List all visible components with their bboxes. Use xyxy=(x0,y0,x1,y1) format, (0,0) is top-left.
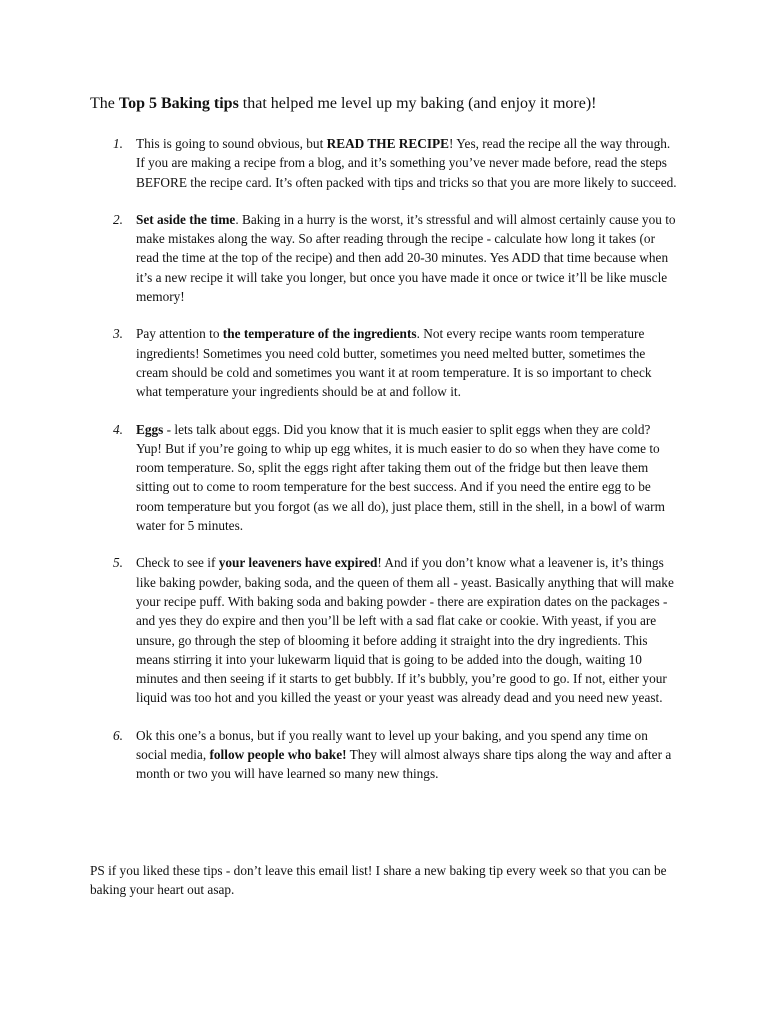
tip-emphasis: Eggs xyxy=(136,421,164,437)
tip-emphasis: follow people who bake! xyxy=(209,747,347,763)
tip-item-1 xyxy=(108,134,678,192)
tip-item-5 xyxy=(108,553,678,707)
tip-text-rest: . Baking in a hurry is the worst, it’s stressful and will almost certainly cause you to make mistakes along the way. So after reading through the recipe - calculate how long it takes (or read the time at the top of the recipe) and then add 20-30 minutes. Yes ADD that time because when it’s a new recipe it will take you longer, but once you have made it once or twice it’ll be like muscle memory! xyxy=(136,211,676,305)
tip-item-3 xyxy=(108,324,678,401)
title-emphasis: Top 5 Baking tips xyxy=(118,95,239,112)
tip-text xyxy=(136,420,678,536)
tip-text xyxy=(136,553,678,707)
tip-text-lead: Pay attention to xyxy=(136,326,223,342)
tip-number: 1. xyxy=(113,136,123,151)
tip-number: 4. xyxy=(113,421,123,437)
tip-text-lead: This is going to sound obvious, but xyxy=(136,136,327,151)
tip-emphasis: READ THE RECIPE xyxy=(326,136,450,151)
tip-text-rest: They will almost always share tips along the way and after a month or two you will have learned so many new things. xyxy=(136,747,672,782)
tip-item-4 xyxy=(108,420,678,536)
title-suffix: that helped me level up my baking (and enjoy it more)! xyxy=(238,95,597,112)
tip-number: 3. xyxy=(113,326,123,342)
title-prefix: The xyxy=(90,95,119,112)
tip-text xyxy=(136,726,678,784)
tip-number: 6. xyxy=(113,727,123,743)
tip-emphasis: Set aside the time xyxy=(136,211,236,227)
tip-text-rest: . Not every recipe wants room temperature ingredients! Sometimes you need cold butter, sometimes you need melted butter, sometimes the cream should be cold and sometimes you want it at room temperature. It is so important to check what temperature your ingredients should be at and follow it. xyxy=(136,326,652,400)
tip-text-lead: Ok this one’s a bonus, but if you really want to level up your baking, and you spend any time on social media, xyxy=(136,727,648,763)
tip-number: 2. xyxy=(113,211,123,227)
tip-emphasis: the temperature of the ingredients xyxy=(222,326,417,342)
document-title xyxy=(90,94,710,114)
tips-list xyxy=(108,134,678,802)
tip-item-6 xyxy=(108,726,678,784)
tip-text-rest: ! Yes, read the recipe all the way through. If you are making a recipe from a blog, and it’s something you’ve never made before, read the steps BEFORE the recipe card. It’s often packed with tips and tricks so that you are more likely to succeed. xyxy=(136,136,677,190)
tip-text xyxy=(136,134,678,192)
tip-text-rest: - lets talk about eggs. Did you know that it is much easier to split eggs when they are cold? Yup! But if you’re going to whip up egg whites, it is much easier to do so when they have come to room temperature. So, split the eggs right after taking them out of the fridge but then leave them sitting out to come to room temperature for the best success. And if you need the entire egg to be room temperature but you forgot (as we all do), just place them, still in the shell, in a bowl of warm water for 5 minutes. xyxy=(136,421,665,534)
tip-item-2 xyxy=(108,210,678,306)
tip-emphasis: your leaveners have expired xyxy=(218,555,378,571)
tip-number: 5. xyxy=(113,555,123,571)
tip-text xyxy=(136,210,678,306)
postscript: PS if you liked these tips - don’t leave this email list! I share a new baking tip every week so that you can be baking your heart out asap. xyxy=(90,863,667,898)
tip-text-rest: ! And if you don’t know what a leavener is, it’s things like baking powder, baking soda, and the queen of them all - yeast. Basically anything that will make your recipe puff. With baking soda and baking powder - there are expiration dates on the packages - and yes they do expire and then you’ll be left with a sad flat cake or cookie. With yeast, if you are unsure, go through the step of blooming it before adding it straight into the dry ingredients. This means stirring it into your lukewarm liquid that is going to be added into the dough, waiting 10 minutes and then seeing if it starts to get bubbly. If it’s bubbly, you’re good to go. If not, either your liquid was too hot and you killed the yeast or your yeast was already dead and you need new yeast. xyxy=(136,555,674,706)
tip-text-lead: Check to see if xyxy=(136,555,219,571)
tip-text xyxy=(136,324,678,401)
